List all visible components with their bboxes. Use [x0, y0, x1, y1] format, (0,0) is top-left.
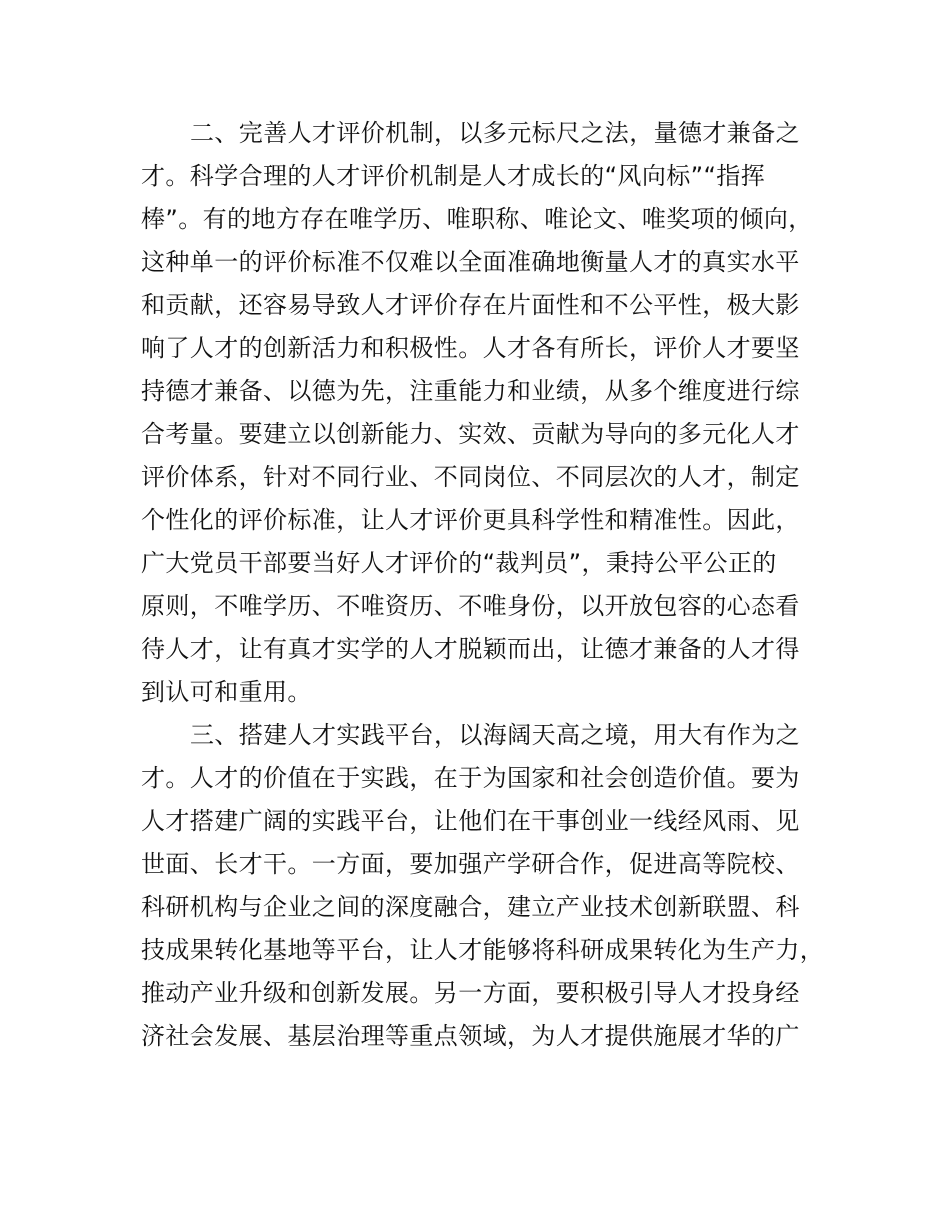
text-line: 推动产业升级和创新发展。另一方面，要积极引导人才投身经 [141, 979, 800, 1007]
text-line: 待人才，让有真才实学的人才脱颖而出，让德才兼备的人才得 [141, 635, 800, 663]
text-line: 这种单一的评价标准不仅难以全面准确地衡量人才的真实水平 [141, 248, 800, 276]
text-line: 才。科学合理的人才评价机制是人才成长的“风向标”“指挥 [141, 162, 766, 190]
text-line: 到认可和重用。 [141, 678, 312, 706]
text-line: 人才搭建广阔的实践平台，让他们在干事创业一线经风雨、见 [141, 807, 800, 835]
text-line: 广大党员干部要当好人才评价的“裁判员”，秉持公平公正的 [141, 549, 777, 577]
text-line: 和贡献，还容易导致人才评价存在片面性和不公平性，极大影 [141, 291, 800, 319]
text-line: 评价体系，针对不同行业、不同岗位、不同层次的人才，制定 [141, 463, 800, 491]
text-line: 世面、长才干。一方面，要加强产学研合作，促进高等院校、 [141, 850, 800, 878]
text-line: 响了人才的创新活力和积极性。人才各有所长，评价人才要坚 [141, 334, 800, 362]
text-line: 技成果转化基地等平台，让人才能够将科研成果转化为生产力， [141, 936, 825, 964]
text-line: 二、完善人才评价机制，以多元标尺之法，量德才兼备之 [190, 119, 800, 147]
text-line: 个性化的评价标准，让人才评价更具科学性和精准性。因此， [141, 506, 800, 534]
text-line: 三、搭建人才实践平台，以海阔天高之境，用大有作为之 [190, 721, 800, 749]
text-line: 科研机构与企业之间的深度融合，建立产业技术创新联盟、科 [141, 893, 800, 921]
text-line: 原则，不唯学历、不唯资历、不唯身份，以开放包容的心态看 [141, 592, 800, 620]
text-line: 才。人才的价值在于实践，在于为国家和社会创造价值。要为 [141, 764, 800, 792]
text-line: 棒”。有的地方存在唯学历、唯职称、唯论文、唯奖项的倾向， [141, 205, 813, 233]
text-line: 济社会发展、基层治理等重点领域，为人才提供施展才华的广 [141, 1022, 800, 1050]
text-line: 合考量。要建立以创新能力、实效、贡献为导向的多元化人才 [141, 420, 800, 448]
text-line: 持德才兼备、以德为先，注重能力和业绩，从多个维度进行综 [141, 377, 800, 405]
